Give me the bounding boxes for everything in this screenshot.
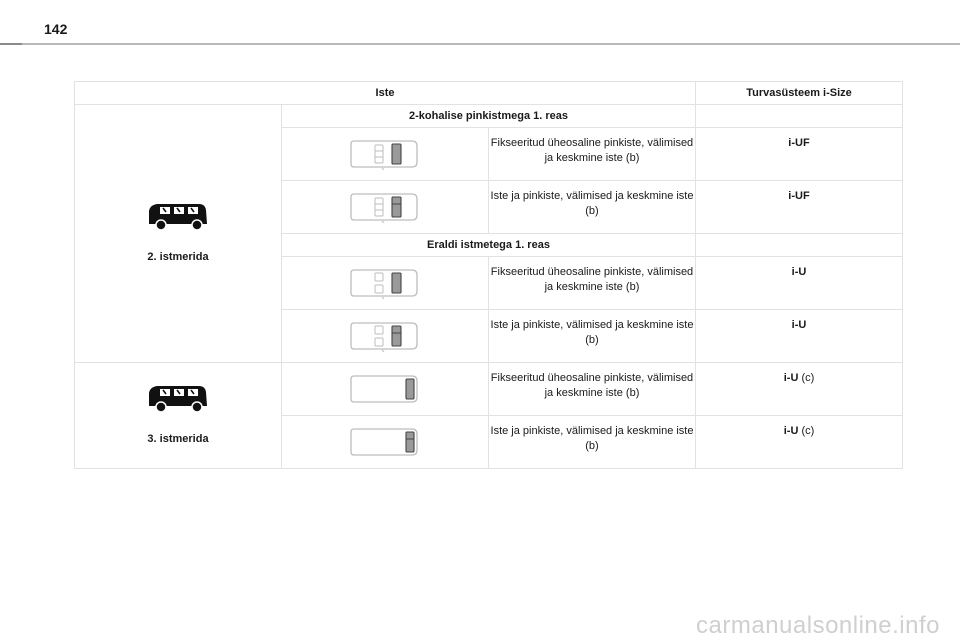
seat-diagram-cell [282, 257, 489, 310]
seat-description: Fikseeritud üheosaline pinkiste, välimised ja keskmine iste (b) [489, 257, 696, 310]
page-number: 142 [44, 21, 68, 37]
row-label: 2. istmerida [147, 251, 209, 263]
car-seat-layout-icon [350, 138, 420, 170]
isize-value: i-UF [788, 190, 810, 202]
isize-value-cell [696, 310, 903, 363]
isize-value: i-U [791, 266, 807, 278]
section-title: 2-kohalise pinkistmega 1. reas [282, 105, 696, 128]
van-icon [147, 384, 209, 414]
car-seat-layout-icon [350, 426, 420, 458]
seat-description: Fikseeritud üheosaline pinkiste, välimised ja keskmine iste (b) [489, 128, 696, 181]
isize-value: i-U [783, 425, 799, 437]
table-header-row [75, 82, 903, 105]
seat-diagram-cell [282, 128, 489, 181]
isize-value-cell [696, 416, 903, 469]
row-label: 3. istmerida [147, 433, 209, 445]
section-title: Eraldi istmetega 1. reas [282, 234, 696, 257]
empty-cell [696, 105, 903, 128]
isize-value-cell [696, 181, 903, 234]
van-icon [147, 202, 209, 232]
isize-seat-table [74, 81, 903, 469]
isize-value: i-U [791, 319, 807, 331]
system-column-header: Turvasüsteem i-Size [696, 82, 903, 105]
note: (c) [801, 425, 815, 437]
car-seat-layout-icon [350, 373, 420, 405]
seat-description: Iste ja pinkiste, välimised ja keskmine iste (b) [489, 310, 696, 363]
car-seat-layout-icon [350, 267, 420, 299]
row-3-label-cell [75, 363, 282, 469]
seat-diagram-cell [282, 310, 489, 363]
isize-value: i-UF [788, 137, 810, 149]
empty-cell [696, 234, 903, 257]
note: (c) [801, 372, 815, 384]
table-row [75, 363, 903, 416]
seat-diagram-cell [282, 181, 489, 234]
car-seat-layout-icon [350, 320, 420, 352]
seat-description: Fikseeritud üheosaline pinkiste, välimised ja keskmine iste (b) [489, 363, 696, 416]
isize-value-cell [696, 128, 903, 181]
section-header-row [75, 105, 903, 128]
row-2-label-cell [75, 105, 282, 363]
isize-value: i-U [783, 372, 799, 384]
header-rule [0, 43, 960, 45]
isize-value-cell [696, 257, 903, 310]
seat-diagram-cell [282, 363, 489, 416]
seat-description: Iste ja pinkiste, välimised ja keskmine iste (b) [489, 181, 696, 234]
isize-value-cell [696, 363, 903, 416]
seat-description: Iste ja pinkiste, välimised ja keskmine iste (b) [489, 416, 696, 469]
seat-column-header: Iste [75, 82, 696, 105]
car-seat-layout-icon [350, 191, 420, 223]
seat-diagram-cell [282, 416, 489, 469]
watermark: carmanualsonline.info [696, 612, 940, 639]
